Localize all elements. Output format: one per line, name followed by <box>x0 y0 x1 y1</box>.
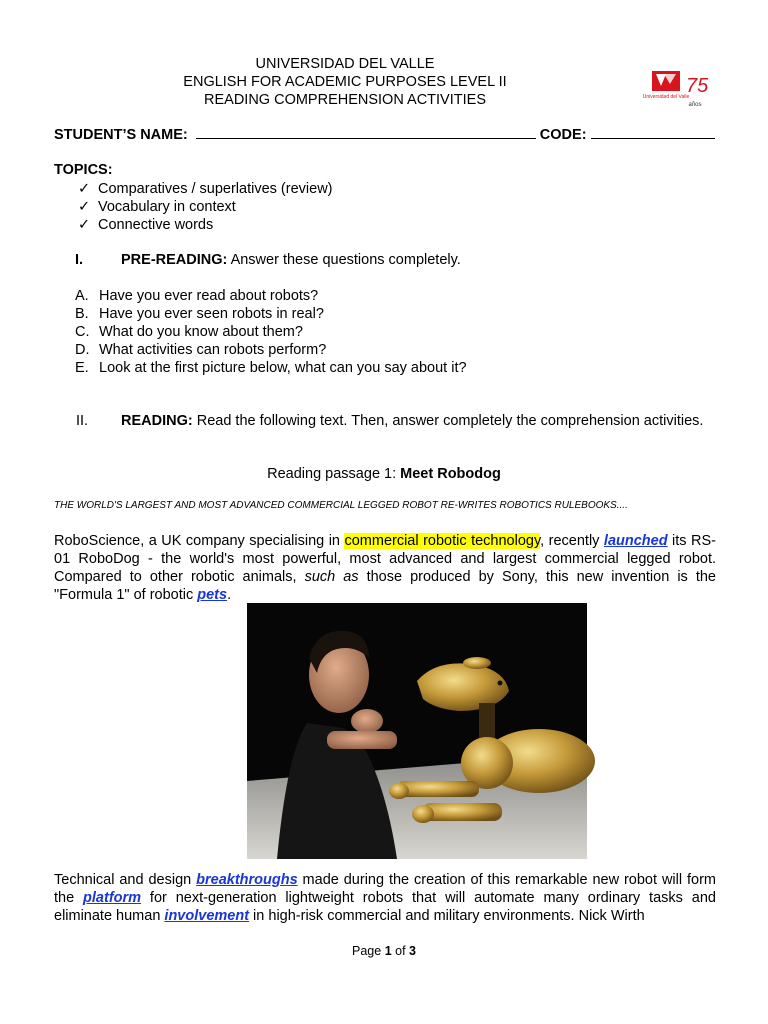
question-letter: D. <box>75 342 90 358</box>
topics-list <box>78 180 333 234</box>
vocab-word-platform: platform <box>83 890 142 906</box>
paragraph-text: RoboScience, a UK company specialising in <box>54 533 345 549</box>
university-logo <box>642 68 712 112</box>
topics-heading: TOPICS: <box>54 162 113 178</box>
student-info-line <box>54 126 716 143</box>
question-text: Look at the first picture below, what can you say about it? <box>99 360 467 376</box>
paragraph-text: , recently <box>540 533 604 549</box>
vocab-word-pets: pets <box>197 587 228 603</box>
paragraph-text: in high-risk commercial and military environments. Nick Wirth <box>249 908 645 924</box>
activity-title: READING COMPREHENSION ACTIVITIES <box>204 92 486 108</box>
document-header <box>0 55 690 109</box>
vocab-word-involvement: involvement <box>164 908 250 924</box>
pre-reading-heading: PRE-READING: <box>121 252 228 268</box>
page-of: of <box>391 944 410 958</box>
question-text: Have you ever read about robots? <box>99 288 319 304</box>
question-text: What do you know about them? <box>99 324 303 340</box>
paragraph-text: Technical and design <box>54 872 197 888</box>
highlighted-phrase: commercial robotic technology <box>344 533 541 549</box>
page-label: Page <box>352 944 385 958</box>
topic-item: ✓ Comparatives / superlatives (review) <box>78 180 333 198</box>
passage-subtitle: THE WORLD'S LARGEST AND MOST ADVANCED COMMERCIAL LEGGED ROBOT RE-WRITES ROBOTICS RULEBOOKS.... <box>54 500 628 511</box>
passage-title-prefix: Reading passage 1: <box>267 466 401 482</box>
photo-illustration <box>247 603 587 859</box>
pre-reading-questions <box>75 287 467 377</box>
student-name-field[interactable] <box>196 126 536 139</box>
section-numeral: I. <box>75 252 84 268</box>
robodog-photo <box>247 603 587 859</box>
question-item <box>75 359 467 377</box>
question-letter: C. <box>75 324 90 340</box>
paragraph-text: for next-generation lightweight robots that will automate many ordinary tasks and eliminate human <box>54 890 716 924</box>
reading-heading: READING: <box>121 413 193 429</box>
paragraph-text: its RS-01 RoboDog - the world's most powerful, most advanced and largest commercial legged robot. Compared to other robotic animals, <box>54 533 717 585</box>
code-label: CODE: <box>539 127 587 143</box>
university-name: UNIVERSIDAD DEL VALLE <box>255 56 435 72</box>
section-numeral: II. <box>76 413 89 429</box>
passage-title <box>0 466 768 482</box>
logo-number: 75 <box>686 75 709 97</box>
paragraph-text: made during the creation of this remarkable new robot will form the <box>54 872 716 906</box>
reading-instruction: Read the following text. Then, answer completely the comprehension activities. <box>192 413 704 429</box>
pre-reading-section <box>54 252 716 268</box>
topic-item: ✓ Connective words <box>78 216 333 234</box>
question-item <box>75 341 467 359</box>
reading-instruction-block <box>121 412 716 430</box>
passage-paragraph-2 <box>54 871 716 925</box>
logo-graphic <box>642 68 712 112</box>
question-item <box>75 287 467 305</box>
student-name-label: STUDENT’S NAME: <box>54 127 188 143</box>
passage-title-name: Meet Robodog <box>400 466 501 482</box>
course-name: ENGLISH FOR ACADEMIC PURPOSES LEVEL II <box>183 74 507 90</box>
reading-section <box>54 412 716 430</box>
question-text: What activities can robots perform? <box>99 342 327 358</box>
question-item <box>75 323 467 341</box>
paragraph-text: those produced by Sony, this new invention is the "Formula 1" of robotic <box>54 569 716 603</box>
page-current: 1 <box>384 944 392 958</box>
question-letter: E. <box>75 360 89 376</box>
pre-reading-instruction: Answer these questions completely. <box>227 252 461 268</box>
vocab-word-breakthroughs: breakthroughs <box>196 872 298 888</box>
question-letter: A. <box>75 288 89 304</box>
question-text: Have you ever seen robots in real? <box>99 306 324 322</box>
italic-phrase: such as <box>304 569 359 585</box>
passage-paragraph-1 <box>54 532 716 604</box>
page-footer <box>0 944 768 958</box>
question-letter: B. <box>75 306 89 322</box>
code-field[interactable] <box>591 126 715 139</box>
topic-item: ✓ Vocabulary in context <box>78 198 333 216</box>
question-item <box>75 305 467 323</box>
page-total: 3 <box>409 944 416 958</box>
logo-text-b: años <box>688 102 702 108</box>
vocab-word-launched: launched <box>603 533 668 549</box>
paragraph-text: . <box>227 587 232 603</box>
logo-text-a: Universidad del Valle <box>642 94 690 100</box>
